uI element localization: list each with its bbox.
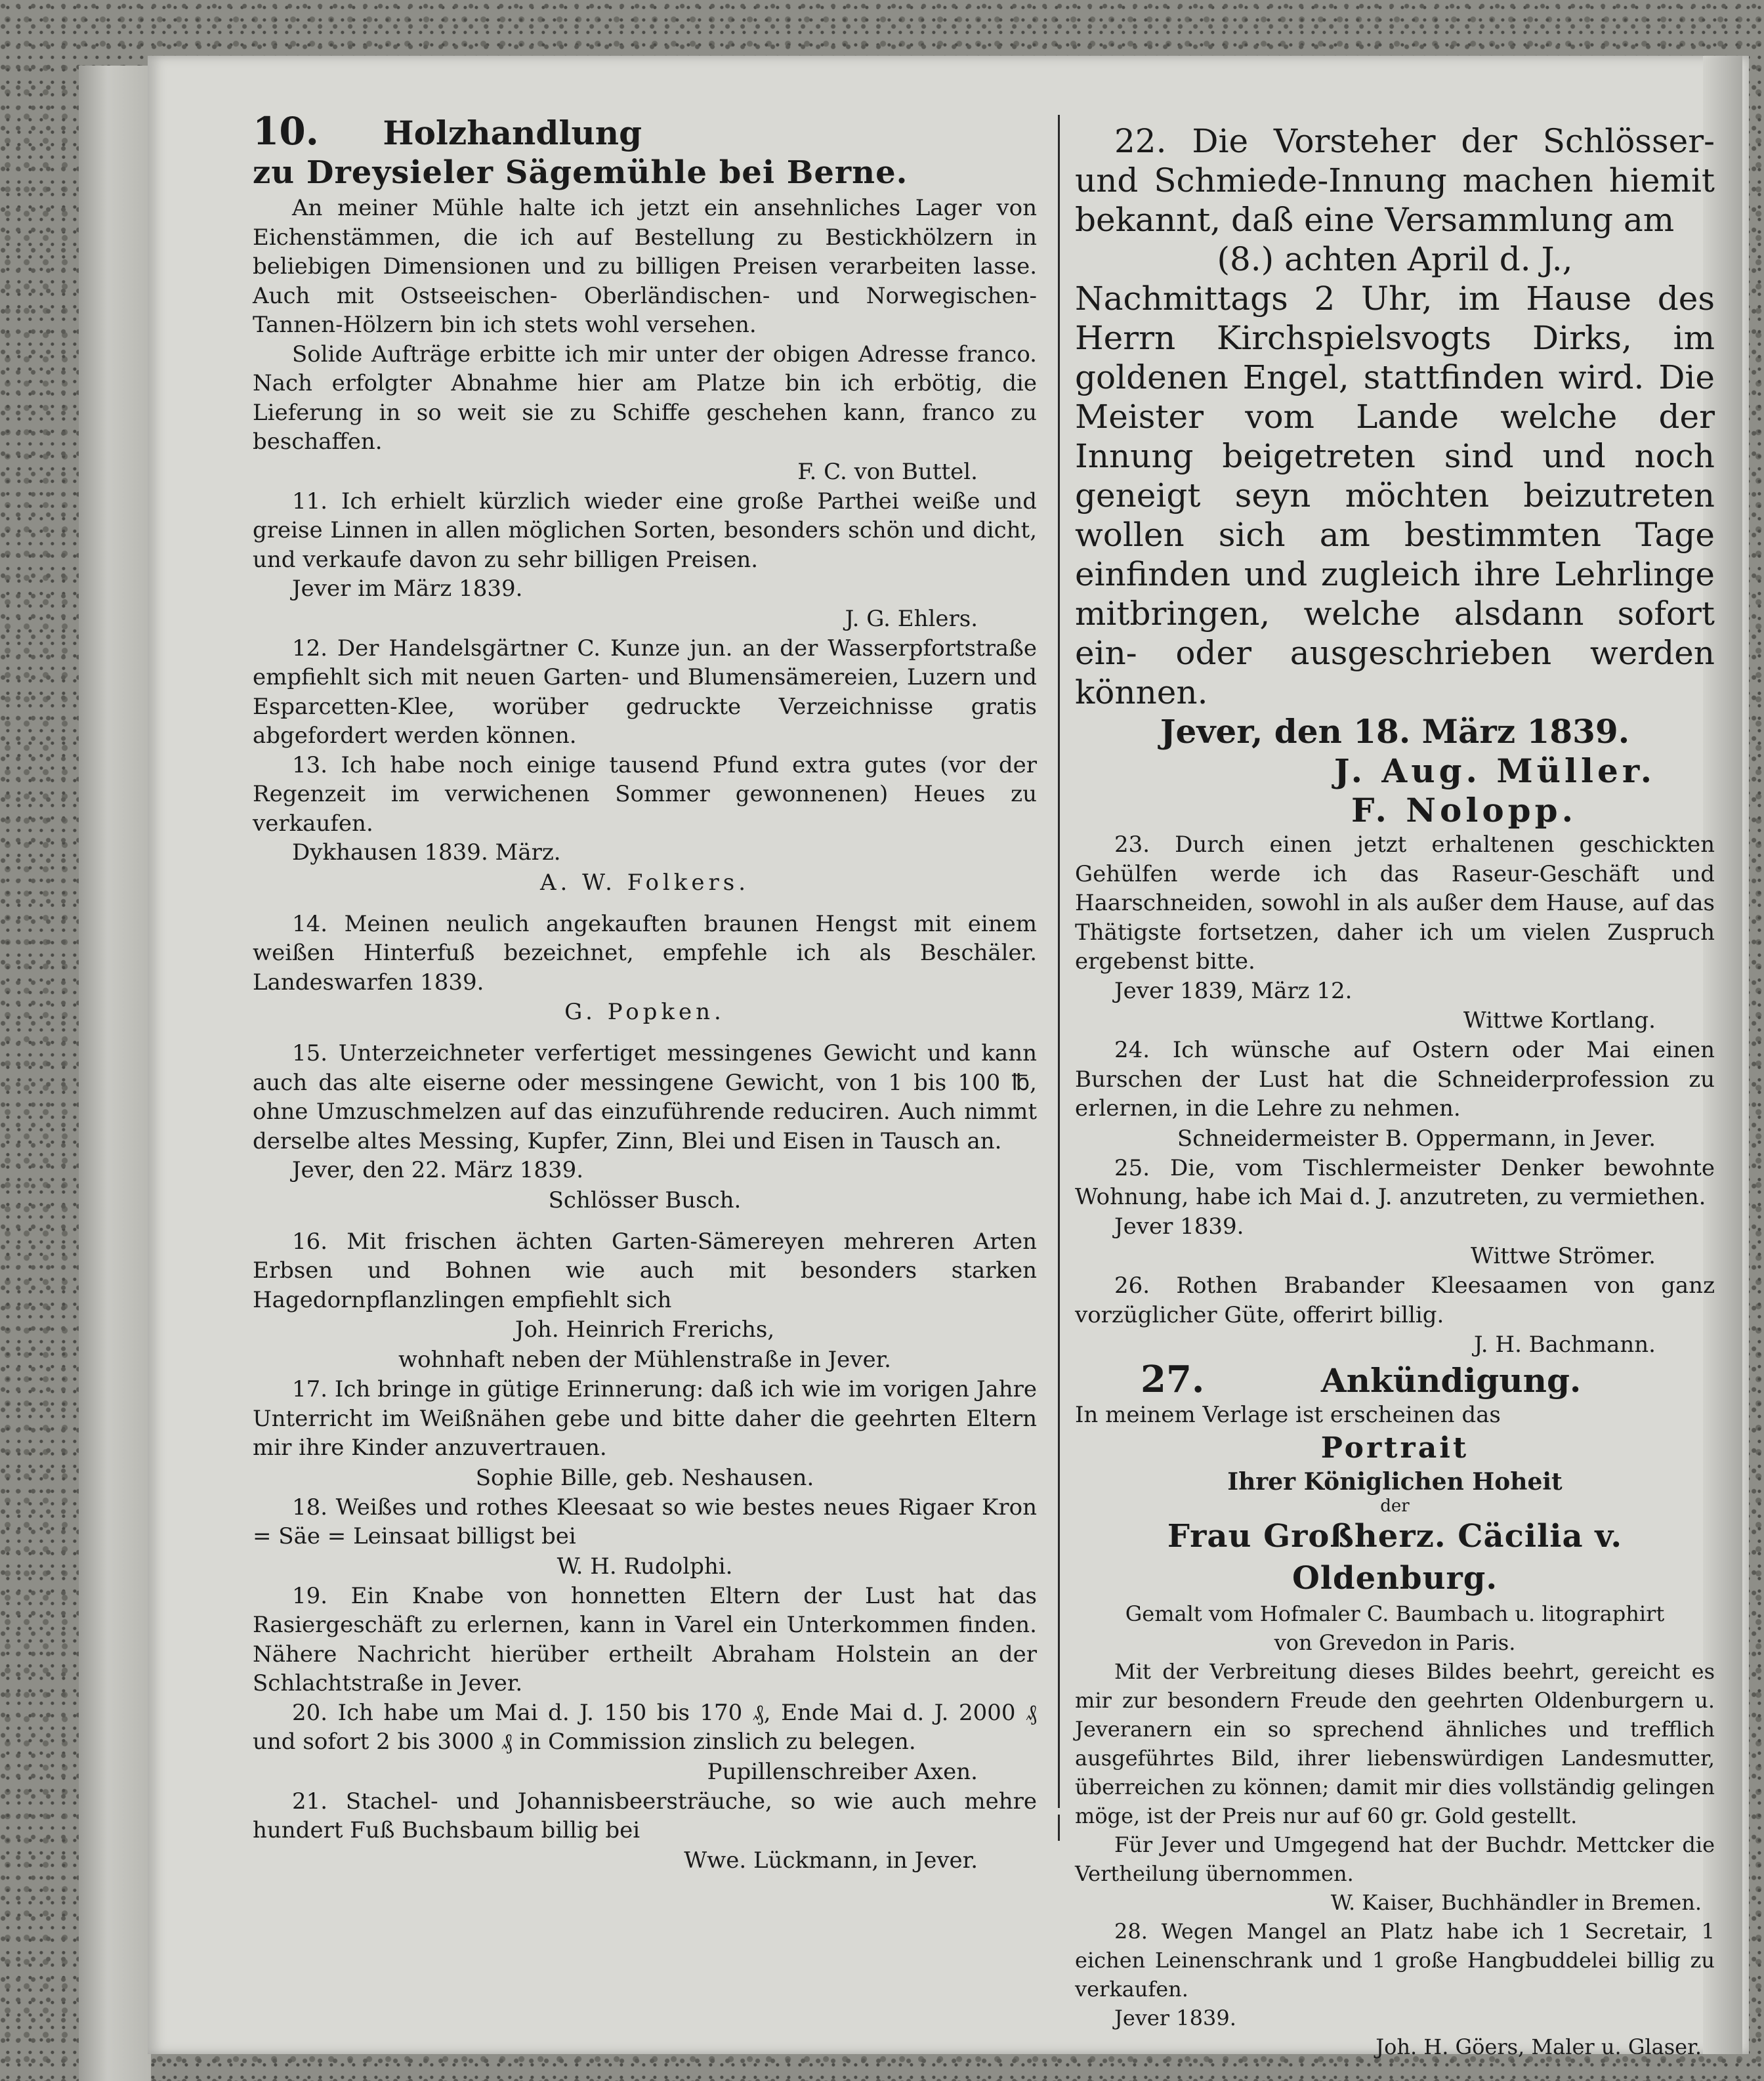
ad-signature: Wittwe Kortlang. <box>1463 1007 1656 1034</box>
ad-text: 25. Die, vom Tischlermeister Denker bewohnte Wohnung, habe ich Mai d. J. anzutreten, zu vermiethen. <box>1075 1154 1715 1210</box>
column-rule <box>1058 115 1060 1808</box>
royal-title: Ihrer Königlichen Hoheit <box>1227 1467 1563 1496</box>
ad-text: 19. Ein Knabe von honnetten Eltern der Lust hat das Rasiergeschäft zu erlernen, kann in Varel ein Unterkommen finden. Nähere Nachricht hierüber ertheilt Abraham Holstein an der Schlachtstraße in Jever. <box>253 1582 1037 1696</box>
painter-credit: Gemalt vom Hofmaler C. Baumbach u. litographirt <box>1125 1601 1665 1626</box>
ad-date-large: (8.) achten April d. J., <box>1217 240 1573 278</box>
ad-text: 23. Durch einen jetzt erhaltenen geschickten Gehülfen werde ich das Raseur-Geschäft und Haarschneiden, sowohl in als außer dem Hause, auf das Thätigste fortsetzen, daher ich um vielen Zuspruch ergebenst bitte. <box>1075 831 1715 975</box>
ad-text: 18. Weißes und rothes Kleesaat so wie bestes neues Rigaer Kron = Säe = Leinsaat billigst bei <box>253 1494 1037 1549</box>
grand-duchess-name: Frau Großherz. Cäcilia v. Oldenburg. <box>1167 1517 1623 1597</box>
ad-number: 27. <box>1141 1358 1205 1401</box>
ad-signature: Wittwe Strömer. <box>1471 1243 1656 1269</box>
ad-27-heading <box>1075 1360 1715 1400</box>
ad-place-date: Jever, den 22. März 1839. <box>292 1157 584 1183</box>
ad-text: 21. Stachel- und Johannisbeersträuche, so wie auch mehre hundert Fuß Buchsbaum billig bei <box>253 1788 1037 1843</box>
ad-signature: Pupillenschreiber Axen. <box>707 1758 978 1785</box>
ad-place-date: Jever 1839. <box>1114 1213 1244 1240</box>
ad-signature: Joh. Heinrich Frerichs, <box>514 1316 775 1343</box>
ad-place-date: Jever 1839. <box>1114 2005 1236 2030</box>
right-column <box>1075 121 1715 2061</box>
ad-text: 20. Ich habe um Mai d. J. 150 bis 170 ₰, Ende Mai d. J. 2000 ₰ und sofort 2 bis 3000 ₰ in Commission zinslich zu belegen. <box>253 1699 1037 1755</box>
ad-place-date: Jever im März 1839. <box>292 576 523 602</box>
ad-10-heading <box>253 109 1037 154</box>
ad-text: 17. Ich bringe in gütige Erinnerung: daß ich wie im vorigen Jahre Unterricht im Weißnähen gebe und bitte daher die geehrten Eltern mir ihre Kinder anzuvertrauen. <box>253 1376 1037 1461</box>
column-rule-lower <box>1058 1815 1060 1841</box>
ad-intro: In meinem Verlage ist erscheinen das <box>1075 1402 1501 1428</box>
ad-signature: W. H. Rudolphi. <box>556 1553 733 1580</box>
ad-place-date: Jever 1839, März 12. <box>1114 977 1353 1004</box>
ad-number: 10. <box>253 109 319 154</box>
ad-signature: Joh. H. Göers, Maler u. Glaser. <box>1376 2034 1702 2059</box>
ad-signature: Schlösser Busch. <box>548 1187 742 1213</box>
ad-text: 26. Rothen Brabander Kleesaamen von ganz vorzüglicher Güte, offerirt billig. <box>1075 1272 1715 1328</box>
ad-signature-large: F. Nolopp. <box>1351 791 1577 830</box>
ad-text: 14. Meinen neulich angekauften braunen Hengst mit einem weißen Hinterfuß bezeichnet, empfehle ich als Beschäler. Landeswarfen 1839. <box>253 910 1037 996</box>
ad-address: wohnhaft neben der Mühlenstraße in Jever. <box>398 1347 891 1373</box>
ad-place-date: Dykhausen 1839. März. <box>292 839 561 866</box>
ad-text: Solide Aufträge erbitte ich mir unter der obigen Adresse franco. Nach erfolgter Abnahme hier am Platze bin ich erbötig, die Lieferung in so weit sie zu Schiffe geschehen kann, franco zu beschaffen. <box>253 341 1037 455</box>
ad-text: 12. Der Handelsgärtner C. Kunze jun. an der Wasserpfortstraße empfiehlt sich mit neuen Garten- und Blumensämereien, Luzern und Esparcetten-Klee, worüber gedruckte Verzeichnisse gratis abgefordert werden können. <box>253 635 1037 749</box>
book-spine <box>79 66 151 2081</box>
ad-place-date-large: Jever, den 18. März 1839. <box>1160 712 1630 751</box>
ad-text-large: 22. Die Vorsteher der Schlösser- und Schmiede-Innung machen hiemit bekannt, daß eine Versammlung am <box>1075 122 1715 239</box>
ad-subtitle: zu Dreysieler Sägemühle bei Berne. <box>253 154 908 191</box>
ad-signature: W. Kaiser, Buchhändler in Bremen. <box>1330 1889 1702 1915</box>
lithographer-credit: von Grevedon in Paris. <box>1274 1629 1516 1655</box>
ad-signature: J. H. Bachmann. <box>1473 1332 1656 1358</box>
ad-text: 15. Unterzeichneter verfertiget messingenes Gewicht und kann auch das alte eiserne oder messingene Gewicht, von 1 bis 100 ℔, ohne Umzuschmelzen auf das einzuführende reduciren. Auch nimmt derselbe altes Messing, Kupfer, Zinn, Blei und Eisen in Tausch an. <box>253 1040 1037 1154</box>
ad-text: 11. Ich erhielt kürzlich wieder eine große Parthei weiße und greise Linnen in allen möglichen Sorten, besonders schön und dicht, und verkaufe davon zu sehr billigen Preisen. <box>253 488 1037 573</box>
ad-text-large: Nachmittags 2 Uhr, im Hause des Herrn Kirchspielsvogts Dirks, im goldenen Engel, stattfinden wird. Die Meister vom Lande welche der Innung beigetreten sind und noch geneigt seyn möchten beizutreten wollen sich am bestimmten Tage einfinden und zugleich ihre Lehrlinge mitbringen, welche alsdann sofort ein- oder ausgeschrieben werden können. <box>1075 280 1715 711</box>
ad-signature: Schneidermeister B. Oppermann, in Jever. <box>1177 1125 1656 1152</box>
ad-title: Holzhandlung <box>383 114 642 152</box>
ad-text: 28. Wegen Mangel an Platz habe ich 1 Secretair, 1 eichen Leinenschrank und 1 große Hangbuddelei billig zu verkaufen. <box>1075 1918 1715 2002</box>
ad-text: 24. Ich wünsche auf Ostern oder Mai einen Burschen der Lust hat die Schneiderprofession zu erlernen, in die Lehre zu nehmen. <box>1075 1037 1715 1122</box>
ad-signature: Wwe. Lückmann, in Jever. <box>684 1847 978 1874</box>
ad-signature: J. G. Ehlers. <box>845 605 978 632</box>
left-column <box>253 109 1037 1876</box>
ad-signature: F. C. von Buttel. <box>797 458 978 485</box>
ad-signature: G. Popken. <box>564 999 725 1025</box>
ad-text: 13. Ich habe noch einige tausend Pfund extra gutes (vor der Regenzeit im verwichenen Sommer gewonnenen) Heues zu verkaufen. <box>253 751 1037 837</box>
ad-signature: A. W. Folkers. <box>539 869 750 896</box>
ad-signature-large: J. Aug. Müller. <box>1334 751 1656 790</box>
article-der: der <box>1380 1496 1410 1516</box>
ad-text: Mit der Verbreitung dieses Bildes beehrt, gereicht es mir zur besondern Freude den geehrten Oldenburgern u. Jeveranern ein so sprechend ähnliches und trefflich ausgeführtes Bild, ihrer liebenswürdigen Landesmutter, überreichen zu können; damit mir dies vollständig gelingen möge, ist der Preis nur auf 60 gr. Gold gestellt. <box>1075 1658 1715 1828</box>
ad-text: 16. Mit frischen ächten Garten-Sämereyen mehreren Arten Erbsen und Bohnen wie auch mit besonders starken Hagedornpflanzlingen empfiehlt sich <box>253 1228 1037 1313</box>
spacer <box>253 1215 1037 1227</box>
ad-text: An meiner Mühle halte ich jetzt ein ansehnliches Lager von Eichenstämmen, die ich auf Bestellung zu Bestickhölzern in beliebigen Dimensionen und zu billigen Preisen verarbeiten lasse. Auch mit Ostseeischen- Oberländischen- und Norwegischen- Tannen-Hölzern bin ich stets wohl versehen. <box>253 195 1037 338</box>
spacer <box>253 898 1037 910</box>
ad-title: Ankündigung. <box>1320 1361 1582 1400</box>
portrait-heading: Portrait <box>1320 1431 1469 1465</box>
ad-text: Für Jever und Umgegend hat der Buchdr. Mettcker die Vertheilung übernommen. <box>1075 1832 1715 1886</box>
spacer <box>253 1027 1037 1039</box>
ad-signature: Sophie Bille, geb. Neshausen. <box>475 1464 814 1491</box>
